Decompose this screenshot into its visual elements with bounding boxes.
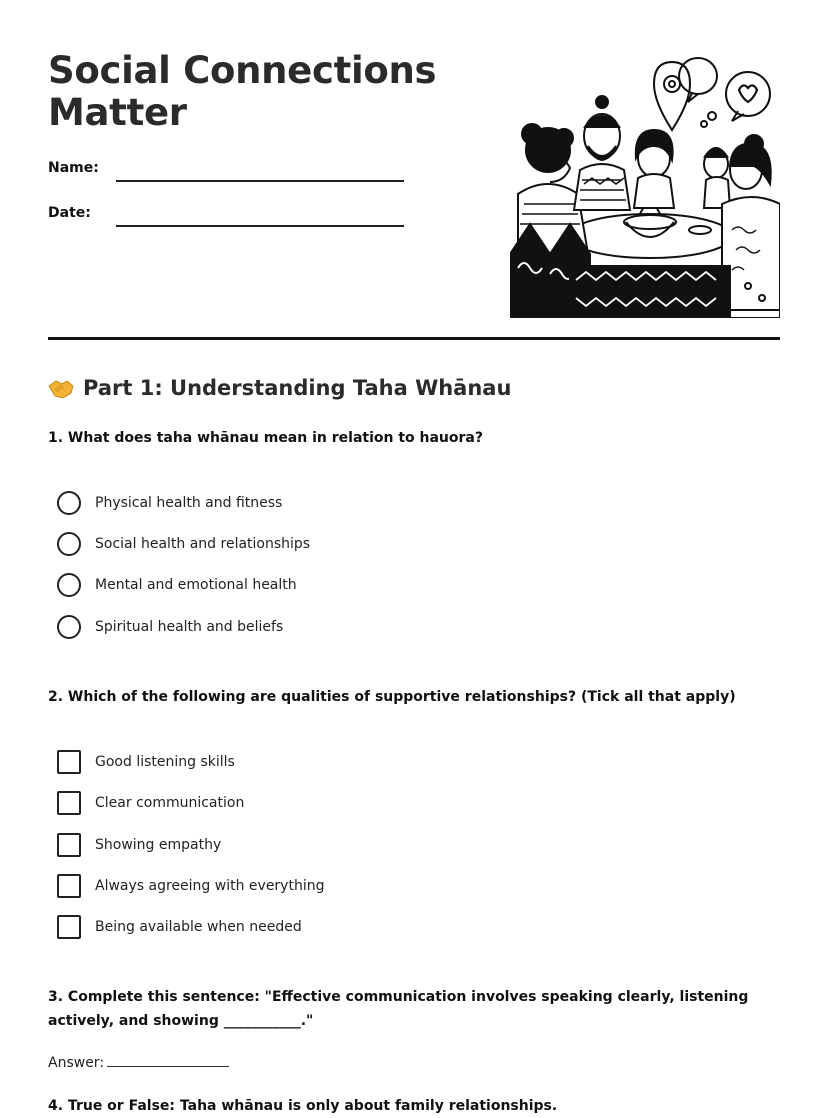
- family-gathering-illustration: [510, 54, 780, 318]
- radio-button[interactable]: [57, 615, 81, 639]
- title-line-2: Matter: [48, 91, 187, 134]
- date-field[interactable]: [116, 225, 404, 227]
- answer-label: Answer:: [48, 1055, 105, 1071]
- option-1-c[interactable]: [57, 573, 297, 597]
- option-2-e[interactable]: [57, 915, 302, 939]
- option-label: Being available when needed: [95, 919, 302, 935]
- radio-button[interactable]: [57, 491, 81, 515]
- checkbox[interactable]: [57, 915, 81, 939]
- option-label: Physical health and fitness: [95, 495, 283, 511]
- option-2-c[interactable]: [57, 833, 221, 857]
- name-label: Name:: [48, 160, 99, 176]
- question-2: 2. Which of the following are qualities of supportive relationships? (Tick all that apply): [48, 689, 736, 705]
- date-label: Date:: [48, 205, 91, 221]
- option-1-b[interactable]: [57, 532, 310, 556]
- option-2-d[interactable]: [57, 874, 324, 898]
- checkbox[interactable]: [57, 833, 81, 857]
- question-1: 1. What does taha whānau mean in relation to hauora?: [48, 430, 483, 446]
- option-2-b[interactable]: [57, 791, 244, 815]
- option-label: Social health and relationships: [95, 536, 311, 552]
- option-label: Always agreeing with everything: [95, 878, 325, 894]
- option-label: Showing empathy: [95, 837, 222, 853]
- title-line-1: Social Connections: [48, 49, 437, 92]
- part-1-heading: [48, 376, 511, 400]
- option-1-d[interactable]: [57, 615, 283, 639]
- checkbox[interactable]: [57, 750, 81, 774]
- checkbox[interactable]: [57, 791, 81, 815]
- handshake-icon: [48, 378, 74, 398]
- checkbox[interactable]: [57, 874, 81, 898]
- answer-row: [48, 1053, 229, 1071]
- option-label: Clear communication: [95, 795, 245, 811]
- option-label: Good listening skills: [95, 754, 235, 770]
- option-label: Mental and emotional health: [95, 577, 297, 593]
- radio-button[interactable]: [57, 573, 81, 597]
- worksheet-title: [48, 50, 436, 134]
- radio-button[interactable]: [57, 532, 81, 556]
- question-3: 3. Complete this sentence: "Effective communication involves speaking clearly, listening actively, and showing ___________.": [48, 989, 749, 1029]
- part-1-heading-text: Part 1: Understanding Taha Whānau: [83, 376, 512, 400]
- option-2-a[interactable]: [57, 750, 235, 774]
- option-label: Spiritual health and beliefs: [95, 619, 284, 635]
- answer-field[interactable]: [107, 1053, 229, 1067]
- question-4: 4. True or False: Taha whānau is only about family relationships.: [48, 1098, 558, 1114]
- name-field[interactable]: [116, 180, 404, 182]
- option-1-a[interactable]: [57, 491, 282, 515]
- header-divider: [48, 337, 780, 340]
